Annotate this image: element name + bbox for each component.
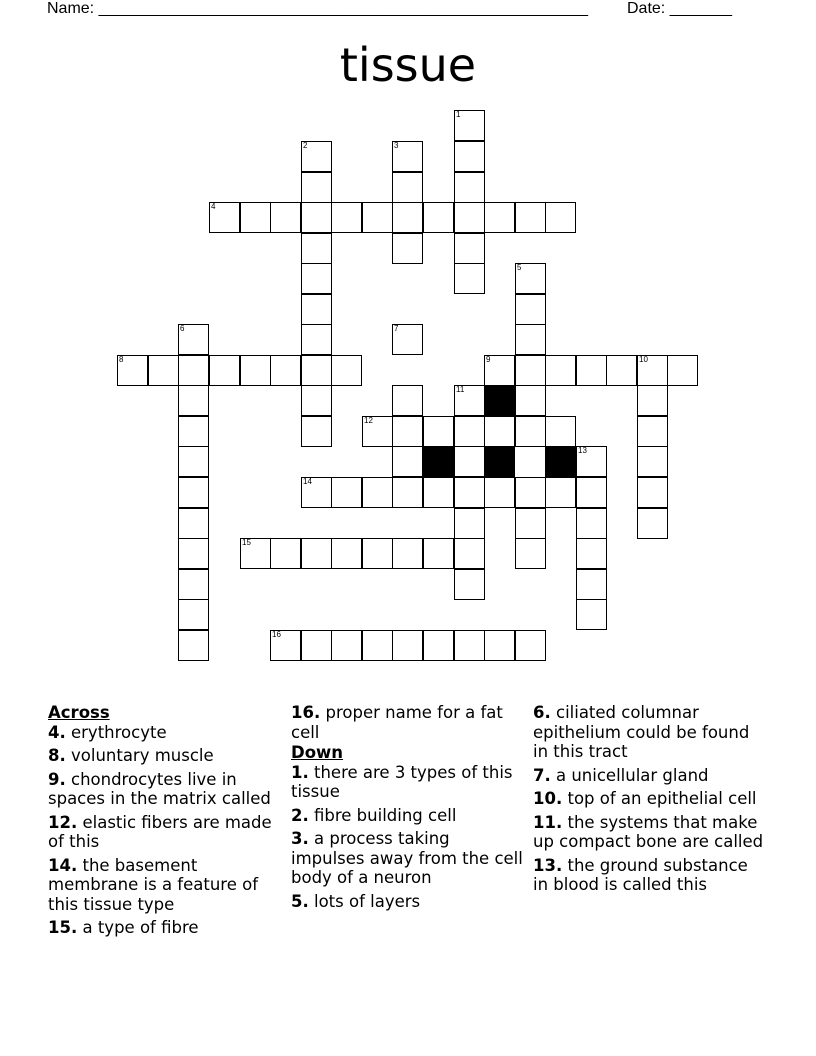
clue-number: 11. (533, 812, 563, 832)
crossword-cell[interactable] (301, 630, 332, 661)
crossword-cell[interactable] (301, 202, 332, 233)
crossword-cell[interactable] (209, 202, 240, 233)
crossword-cell[interactable] (392, 630, 423, 661)
crossword-cell[interactable] (545, 202, 576, 233)
crossword-cell[interactable] (240, 355, 271, 386)
clue-number: 14. (48, 855, 78, 875)
crossword-cell[interactable] (423, 630, 454, 661)
crossword-cell[interactable] (209, 355, 240, 386)
cell-number: 10 (639, 355, 648, 364)
crossword-cell[interactable] (515, 385, 546, 416)
clue-item (533, 856, 765, 895)
across-heading: Across (48, 703, 110, 722)
crossword-cell[interactable] (362, 538, 393, 569)
crossword-cell[interactable] (423, 538, 454, 569)
across-clue-list (48, 723, 280, 938)
down-clue-list (291, 763, 523, 912)
crossword-cell[interactable] (331, 477, 362, 508)
crossword-cell[interactable] (454, 630, 485, 661)
crossword-cell[interactable] (576, 355, 607, 386)
clue-number: 2. (291, 805, 309, 825)
crossword-cell[interactable] (637, 355, 668, 386)
clue-number: 13. (533, 855, 563, 875)
clue-text: elastic fibers are made of this (48, 812, 272, 851)
clue-number: 12. (48, 812, 78, 832)
crossword-cell[interactable] (178, 538, 209, 569)
cell-number: 3 (394, 141, 399, 150)
cell-number: 12 (364, 416, 373, 425)
crossword-cell[interactable] (515, 538, 546, 569)
crossword-cell[interactable] (117, 355, 148, 386)
clue-number: 5. (291, 891, 309, 911)
clue-item (533, 766, 765, 786)
name-field: Name: _______________________________________________________ (47, 0, 588, 17)
cell-number: 4 (211, 202, 216, 211)
crossword-cell[interactable] (423, 416, 454, 447)
crossword-cell[interactable] (576, 477, 607, 508)
clues-column-2 (291, 703, 523, 915)
crossword-cell[interactable] (576, 538, 607, 569)
crossword-cell[interactable] (178, 630, 209, 661)
crossword-cell[interactable] (545, 416, 576, 447)
crossword-cell[interactable] (515, 263, 546, 294)
clue-text: erythrocyte (65, 722, 167, 742)
crossword-cell[interactable] (301, 233, 332, 264)
crossword-cell[interactable] (270, 630, 301, 661)
clue-number: 16. (291, 703, 321, 722)
crossword-cell[interactable] (423, 202, 454, 233)
crossword-cell[interactable] (484, 477, 515, 508)
cell-number: 13 (578, 446, 587, 455)
crossword-cell[interactable] (301, 172, 332, 203)
crossword-cell[interactable] (331, 202, 362, 233)
crossword-cell[interactable] (270, 202, 301, 233)
crossword-cell[interactable] (606, 355, 637, 386)
clue-number: 9. (48, 769, 66, 789)
crossword-cell[interactable] (515, 508, 546, 539)
clue-item (291, 806, 523, 826)
crossword-cell[interactable] (331, 538, 362, 569)
clue-text: the ground substance in blood is called this (533, 855, 748, 894)
clue-number: 10. (533, 789, 563, 808)
crossword-cell[interactable] (454, 569, 485, 600)
cell-number: 16 (272, 630, 281, 639)
crossword-cell[interactable] (454, 508, 485, 539)
cell-number: 2 (303, 141, 308, 150)
crossword-cell[interactable] (301, 263, 332, 294)
crossword-cell[interactable] (178, 324, 209, 355)
clue-number: 6. (533, 703, 551, 722)
crossword-cell[interactable] (454, 172, 485, 203)
crossword-cell[interactable] (484, 630, 515, 661)
crossword-cell[interactable] (392, 477, 423, 508)
crossword-cell[interactable] (515, 324, 546, 355)
crossword-cell[interactable] (637, 508, 668, 539)
crossword-cell[interactable] (178, 569, 209, 600)
crossword-cell[interactable] (392, 385, 423, 416)
crossword-cell[interactable] (178, 416, 209, 447)
crossword-cell[interactable] (240, 202, 271, 233)
crossword-cell[interactable] (484, 355, 515, 386)
crossword-cell[interactable] (454, 263, 485, 294)
clue-item (48, 746, 280, 766)
crossword-cell[interactable] (178, 446, 209, 477)
crossword-cell[interactable] (301, 141, 332, 172)
clue-text: fibre building cell (308, 805, 457, 825)
crossword-cell[interactable] (301, 416, 332, 447)
crossword-cell[interactable] (454, 202, 485, 233)
page-title: tissue (339, 38, 477, 92)
clue-number: 1. (291, 762, 309, 782)
crossword-cell[interactable] (576, 599, 607, 630)
crossword-cell[interactable] (515, 416, 546, 447)
crossword-cell[interactable] (392, 141, 423, 172)
crossword-cell[interactable] (454, 110, 485, 141)
clue-item (533, 703, 765, 762)
crossword-cell[interactable] (301, 385, 332, 416)
blocked-cell (484, 446, 515, 477)
crossword-cell[interactable] (392, 233, 423, 264)
cell-number: 1 (456, 110, 461, 119)
clue-item (291, 703, 523, 742)
crossword-cell[interactable] (392, 324, 423, 355)
cell-number: 9 (486, 355, 491, 364)
crossword-cell[interactable] (270, 355, 301, 386)
crossword-cell[interactable] (362, 630, 393, 661)
clue-item (533, 789, 765, 809)
crossword-cell[interactable] (484, 202, 515, 233)
clue-item (48, 813, 280, 852)
clues-column-3 (533, 703, 765, 899)
crossword-cell[interactable] (392, 538, 423, 569)
crossword-cell[interactable] (392, 446, 423, 477)
crossword-cell[interactable] (178, 508, 209, 539)
crossword-cell[interactable] (576, 446, 607, 477)
cell-number: 6 (180, 324, 185, 333)
clue-item (291, 892, 523, 912)
crossword-cell[interactable] (301, 538, 332, 569)
clue-item (291, 829, 523, 888)
clue-text: a process taking impulses away from the cell body of a neuron (291, 829, 523, 887)
crossword-cell[interactable] (454, 477, 485, 508)
crossword-cell[interactable] (301, 477, 332, 508)
cell-number: 5 (517, 263, 522, 272)
crossword-cell[interactable] (392, 202, 423, 233)
clue-item (48, 723, 280, 743)
crossword-cell[interactable] (454, 141, 485, 172)
across-clue-list-continued (291, 703, 523, 742)
crossword-cell[interactable] (331, 355, 362, 386)
cell-number: 15 (242, 538, 251, 547)
crossword-cell[interactable] (454, 233, 485, 264)
clue-text: chondrocytes live in spaces in the matrix called (48, 769, 271, 808)
clue-item (48, 770, 280, 809)
clue-text: there are 3 types of this tissue (291, 762, 513, 801)
crossword-cell[interactable] (362, 416, 393, 447)
cell-number: 8 (119, 355, 124, 364)
clue-item (48, 918, 280, 938)
clue-number: 8. (48, 746, 66, 765)
crossword-cell[interactable] (484, 416, 515, 447)
crossword-cell[interactable] (515, 630, 546, 661)
crossword-cell[interactable] (637, 446, 668, 477)
clue-text: lots of layers (308, 891, 421, 911)
clue-item (291, 763, 523, 802)
clue-text: voluntary muscle (65, 746, 214, 765)
crossword-cell[interactable] (637, 477, 668, 508)
blocked-cell (545, 446, 576, 477)
clue-item (48, 856, 280, 915)
crossword-cell[interactable] (576, 508, 607, 539)
cell-number: 11 (456, 385, 465, 394)
crossword-cell[interactable] (454, 385, 485, 416)
crossword-cell[interactable] (178, 599, 209, 630)
crossword-cell[interactable] (392, 172, 423, 203)
clue-number: 7. (533, 765, 551, 785)
crossword-cell[interactable] (178, 355, 209, 386)
clue-text: top of an epithelial cell (562, 789, 757, 808)
clue-text: proper name for a fat cell (291, 703, 503, 742)
clue-item (533, 813, 765, 852)
crossword-cell[interactable] (178, 477, 209, 508)
crossword-cell[interactable] (545, 477, 576, 508)
crossword-cell[interactable] (545, 355, 576, 386)
crossword-cell[interactable] (423, 477, 454, 508)
crossword-cell[interactable] (331, 630, 362, 661)
clue-number: 15. (48, 918, 78, 937)
crossword-cell[interactable] (301, 355, 332, 386)
crossword-cell[interactable] (148, 355, 179, 386)
clue-number: 3. (291, 829, 309, 848)
crossword-cell[interactable] (301, 324, 332, 355)
crossword-cell[interactable] (362, 202, 393, 233)
crossword-cell[interactable] (637, 416, 668, 447)
blocked-cell (484, 385, 515, 416)
blocked-cell (423, 446, 454, 477)
crossword-cell[interactable] (392, 416, 423, 447)
crossword-cell[interactable] (270, 538, 301, 569)
crossword-cell[interactable] (667, 355, 698, 386)
crossword-cell[interactable] (178, 385, 209, 416)
crossword-cell[interactable] (515, 202, 546, 233)
crossword-cell[interactable] (301, 294, 332, 325)
crossword-cell[interactable] (454, 446, 485, 477)
crossword-cell[interactable] (454, 416, 485, 447)
cell-number: 14 (303, 477, 312, 486)
down-clue-list-continued (533, 703, 765, 895)
clue-text: ciliated columnar epithelium could be found in this tract (533, 703, 750, 761)
crossword-cell[interactable] (515, 355, 546, 386)
crossword-cell[interactable] (515, 477, 546, 508)
clue-text: the systems that make up compact bone are called (533, 812, 764, 851)
crossword-cell[interactable] (454, 538, 485, 569)
clue-text: a type of fibre (77, 918, 199, 937)
cell-number: 7 (394, 324, 399, 333)
crossword-cell[interactable] (637, 385, 668, 416)
crossword-cell[interactable] (576, 569, 607, 600)
clue-text: the basement membrane is a feature of this tissue type (48, 855, 259, 914)
crossword-cell[interactable] (515, 294, 546, 325)
crossword-cell[interactable] (362, 477, 393, 508)
crossword-cell[interactable] (240, 538, 271, 569)
date-field: Date: _______ (627, 0, 732, 17)
clue-text: a unicellular gland (550, 765, 709, 785)
clues-column-1 (48, 703, 280, 942)
down-heading: Down (291, 743, 344, 762)
clue-number: 4. (48, 722, 66, 742)
